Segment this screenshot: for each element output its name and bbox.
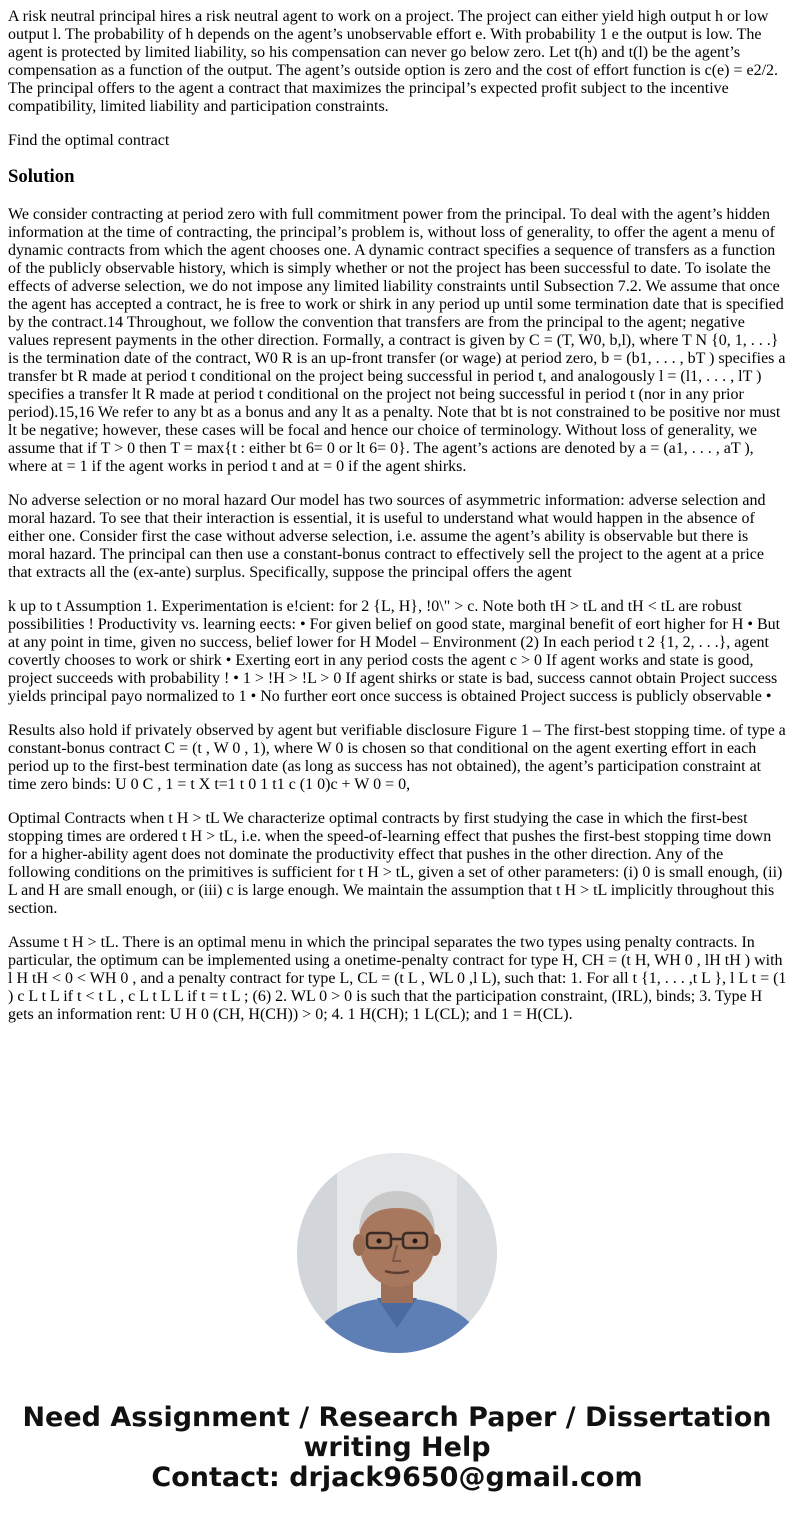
question-paragraph: A risk neutral principal hires a risk neutral agent to work on a project. The project can either yield high output h or low output l. The probability of h depends on the agent’s unobservable effort e. With probability 1 e the output is low. The agent is protected by limited liability, so his compensation can never go below zero. Let t(h) and t(l) be the agent’s compensation as a function of the output. The agent’s outside option is zero and the cost of effort function is c(e) = e2/2. The principal offers to the agent a contract that maximizes the principal’s expected profit subject to the incentive compatibility, limited liability and participation constraints. <box>8 8 779 115</box>
solution-paragraph: Optimal Contracts when t H > tL We characterize optimal contracts by first studying the case in which the first-best stopping times are ordered t H > tL, i.e. when the speed-of-learning effect that pushes the first-best stopping time down for a higher-ability agent does not dominate the productivity effect that pushes in the other direction. Any of the following conditions on the primitives is sufficient for t H > tL, given a set of other parameters: (i) 0 is small enough, (ii) L and H are small enough, or (iii) c is large enough. We maintain the assumption that t H > tL implicitly throughout this section. <box>8 810 783 917</box>
solution-paragraph: No adverse selection or no moral hazard Our model has two sources of asymmetric information: adverse selection and moral hazard. To see that their interaction is essential, it is useful to understand what would happen in the absence of either one. Consider first the case without adverse selection, i.e. assume the agent’s ability is observable but there is moral hazard. The principal can then use a constant-bonus contract to effectively sell the project to the agent at a price that extracts all the (ex-ante) surplus. Specifically, suppose the principal offers the agent <box>8 492 766 581</box>
document-body <box>8 0 788 1040</box>
contact-email: Contact: drjack9650@gmail.com <box>151 1462 643 1493</box>
solution-paragraph: We consider contracting at period zero with full commitment power from the principal. To deal with the agent’s hidden information at the time of contracting, the principal’s problem is, without loss of generality, to offer the agent a menu of dynamic contracts from which the agent chooses one. A dynamic contract specifies a sequence of transfers as a function of the publicly observable history, which is simply whether or not the project has been successful to date. To isolate the effects of adverse selection, we do not impose any limited liability constraints until Subsection 7.2. We assume that once the agent has accepted a contract, he is free to work or shirk in any period up until some termination date that is specified by the contract.14 Throughout, we follow the convention that transfers are from the principal to the agent; negative values represent payments in the other direction. Formally, a contract is given by C = (T, W0, b,l), where T N {0, 1, . . .} is the termination date of the contract, W0 R is an up-front transfer (or wage) at period zero, b = (b1, . . . , bT ) specifies a transfer bt R made at period t conditional on the project being successful in period t, and analogously l = (l1, . . . , lT ) specifies a transfer lt R made at period t conditional on the project not being successful in period t (nor in any prior period).15,16 We refer to any bt as a bonus and any lt as a penalty. Note that bt is not constrained to be positive nor must lt be negative; however, these cases will be focal and hence our choice of terminology. Without loss of generality, we assume that if T > 0 then T = max{t : either bt 6= 0 or lt 6= 0}. The agent’s actions are denoted by a = (a1, . . . , aT ), where at = 1 if the agent works in period t and at = 0 if the agent shirks. <box>8 206 786 475</box>
solution-paragraph: Assume t H > tL. There is an optimal menu in which the principal separates the two types using penalty contracts. In particular, the optimum can be implemented using a onetime-penalty contract for type H, CH = (t H, WH 0 , lH tH ) with l H tH < 0 < WH 0 , and a penalty contract for type L, CL = (t L , WL 0 ,l L), such that: 1. For all t {1, . . . ,t L }, l L t = (1 ) c L t L if t < t L , c L t L L if t = t L ; (6) 2. WL 0 > 0 is such that the participation constraint, (IRL), binds; 3. Type H gets an information rent: U H 0 (CH, H(CH)) > 0; 4. 1 H(CH); 1 L(CL); and 1 = H(CL). <box>8 934 787 1023</box>
cta-line: writing Help <box>303 1432 491 1463</box>
solution-paragraph: k up to t Assumption 1. Experimentation is e!cient: for 2 {L, H}, !0\" > c. Note both tH > tL and tH < tL are robust possibilities ! Productivity vs. learning eects: • For given belief on good state, marginal benefit of eort higher for H • But at any point in time, given no success, belief lower for H Model – Environment (2) In each period t 2 {1, 2, . . .}, agent covertly chooses to work or shirk • Exerting eort in any period costs the agent c > 0 If agent works and state is good, project succeeds with probability ! • 1 > !H > !L > 0 If agent shirks or state is bad, success cannot obtain Project success yields principal payo normalized to 1 • No further eort once success is obtained Project success is publicly observable • <box>8 598 781 705</box>
solution-paragraph: Results also hold if privately observed by agent but verifiable disclosure Figure 1 – The first-best stopping time. of type a constant-bonus contract C = (t , W 0 , 1), where W 0 is chosen so that conditional on the agent exerting effort in each period up to the first-best termination date (as long as success has not obtained), the agent’s participation constraint at time zero binds: U 0 C , 1 = t X t=1 t 0 1 t1 c (1 0)c + W 0 = 0, <box>8 722 786 793</box>
contact-banner <box>0 1403 794 1493</box>
question-prompt: Find the optimal contract <box>8 132 170 149</box>
solution-heading: Solution <box>8 166 75 187</box>
person-photo-icon <box>297 1153 497 1353</box>
avatar-illustration <box>297 1153 497 1353</box>
cta-line: Need Assignment / Research Paper / Dissertation <box>22 1402 772 1433</box>
